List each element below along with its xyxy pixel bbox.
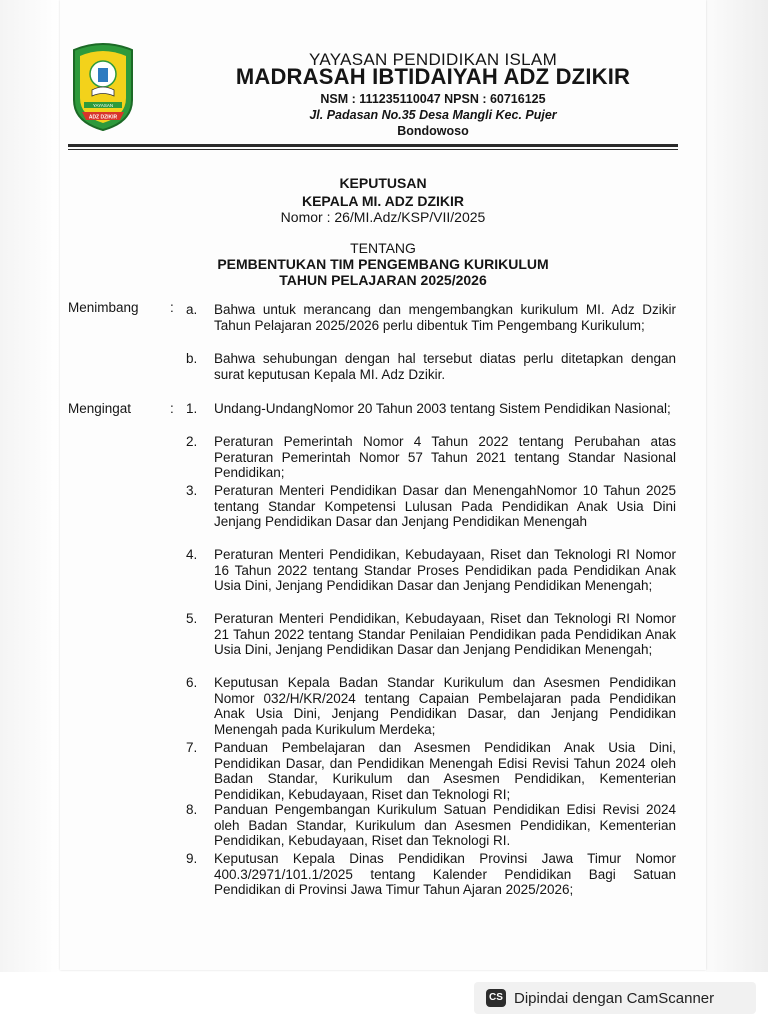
letterhead-rule-thin: [68, 149, 678, 150]
list-item: [68, 675, 676, 737]
scan-edge-right: [706, 0, 768, 972]
document-page: [60, 0, 706, 970]
school-name: MADRASAH IBTIDAIYAH ADZ DZIKIR: [235, 64, 631, 89]
item-marker: 8.: [186, 802, 198, 817]
camscanner-watermark: [474, 982, 756, 1014]
list-item: [68, 434, 676, 481]
foundation-name: YAYASAN PENDIDIKAN ISLAM: [308, 50, 558, 69]
letterhead-rule-thick: [68, 144, 678, 147]
item-text: Peraturan Menteri Pendidikan, Kebudayaan, Riset dan Teknologi RI Nomor 21 Tahun 2022 tentang Standar Penilaian Pendidikan pada Pendidikan Anak Usia Dini, Jenjang Pendidikan Dasar dan Jenjang Pendidikan Menengah;: [214, 611, 676, 657]
school-city: Bondowoso: [397, 124, 469, 138]
referring-colon: :: [170, 401, 174, 416]
list-item: [68, 302, 676, 333]
considering-label: Menimbang: [68, 300, 139, 315]
item-marker: 6.: [186, 675, 198, 690]
item-text: Bahwa sehubungan dengan hal tersebut diatas perlu ditetapkan dengan surat keputusan Kepala MI. Adz Dzikir.: [214, 351, 676, 382]
considering-colon: :: [170, 300, 174, 315]
logo-text-bottom: ADZ DZIKIR: [88, 114, 118, 121]
camscanner-badge-icon: CS: [486, 989, 506, 1007]
list-item: [68, 401, 676, 417]
list-item: [68, 611, 676, 658]
school-ids: NSM : 111235110047 NPSN : 60716125: [320, 92, 546, 106]
item-marker: 2.: [186, 434, 198, 449]
camscanner-text: Dipindai dengan CamScanner: [514, 989, 715, 1007]
list-item: [68, 483, 676, 530]
list-item: [68, 547, 676, 594]
list-item: [68, 351, 676, 382]
list-item: [68, 802, 676, 849]
item-marker: 7.: [186, 740, 198, 755]
item-marker: 1.: [186, 401, 198, 416]
item-text: Panduan Pembelajaran dan Asesmen Pendidikan Anak Usia Dini, Pendidikan Dasar, dan Pendidikan Menengah Edisi Revisi Tahun 2024 oleh Badan Standar, Kurikulum dan Asesmen Pendidikan, Kementerian Pendidikan, Kebudayaan, Riset dan Teknologi RI;: [214, 740, 676, 802]
decree-issuer: KEPALA MI. ADZ DZIKIR: [301, 193, 465, 209]
list-item: [68, 851, 676, 898]
item-text: Undang-UndangNomor 20 Tahun 2003 tentang Sistem Pendidikan Nasional;: [214, 401, 671, 416]
logo-text-top: YAYASAN: [92, 103, 114, 108]
item-marker: b.: [186, 351, 198, 366]
item-text: Peraturan Menteri Pendidikan Dasar dan MenengahNomor 10 Tahun 2025 tentang Standar Kompetensi Lulusan Pada Pendidikan Anak Usia Dini Jenjang Pendidikan Dasar dan Jenjang Pendidikan Menengah: [214, 483, 676, 529]
item-text: Panduan Pengembangan Kurikulum Satuan Pendidikan Edisi Revisi 2024 oleh Badan Standar, Kurikulum dan Asesmen Pendidikan, Kementerian Pendidikan, Kebudayaan, Riset dan Teknologi RI.: [214, 802, 676, 848]
school-address: Jl. Padasan No.35 Desa Mangli Kec. Pujer: [309, 108, 557, 122]
item-text: Keputusan Kepala Badan Standar Kurikulum dan Asesmen Pendidikan Nomor 032/H/KR/2024 tentang Capaian Pembelajaran pada Pendidikan Anak Usia Dini, Jenjang Pendidikan Dasar, dan Jenjang Pendidikan Menengah pada Kurikulum Merdeka;: [214, 675, 676, 737]
item-marker: 5.: [186, 611, 198, 626]
item-marker: 3.: [186, 483, 198, 498]
item-text: Peraturan Menteri Pendidikan, Kebudayaan, Riset dan Teknologi RI Nomor 16 Tahun 2022 tentang Standar Proses Pendidikan pada Pendidikan Anak Usia Dini, Jenjang Pendidikan Dasar dan Jenjang Pendidikan Menengah;: [214, 547, 676, 593]
decree-about: TENTANG: [350, 240, 416, 256]
item-text: Keputusan Kepala Dinas Pendidikan Provinsi Jawa Timur Nomor 400.3/2971/101.1/2025 tentang Kalender Pendidikan Bagi Satuan Pendidikan di Provinsi Jawa Timur Tahun Ajaran 2025/2026;: [214, 851, 676, 897]
decree-number: Nomor : 26/MI.Adz/KSP/VII/2025: [280, 209, 486, 225]
list-item: [68, 740, 676, 802]
item-text: Peraturan Pemerintah Nomor 4 Tahun 2022 tentang Perubahan atas Peraturan Pemerintah Nomor 57 Tahun 2021 tentang Standar Nasional Pendidikan;: [214, 434, 676, 480]
item-marker: 4.: [186, 547, 198, 562]
referring-label: Mengingat: [68, 401, 132, 416]
decree-subject-line1: PEMBENTUKAN TIM PENGEMBANG KURIKULUM: [217, 256, 549, 272]
item-marker: 9.: [186, 851, 198, 866]
scan-edge-left: [0, 0, 60, 972]
item-text: Bahwa untuk merancang dan mengembangkan kurikulum MI. Adz Dzikir Tahun Pelajaran 2025/2026 perlu dibentuk Tim Pengembang Kurikulum;: [214, 302, 676, 333]
item-marker: a.: [186, 302, 198, 317]
decree-title: KEPUTUSAN: [339, 175, 427, 191]
decree-subject-line2: TAHUN PELAJARAN 2025/2026: [279, 272, 487, 288]
